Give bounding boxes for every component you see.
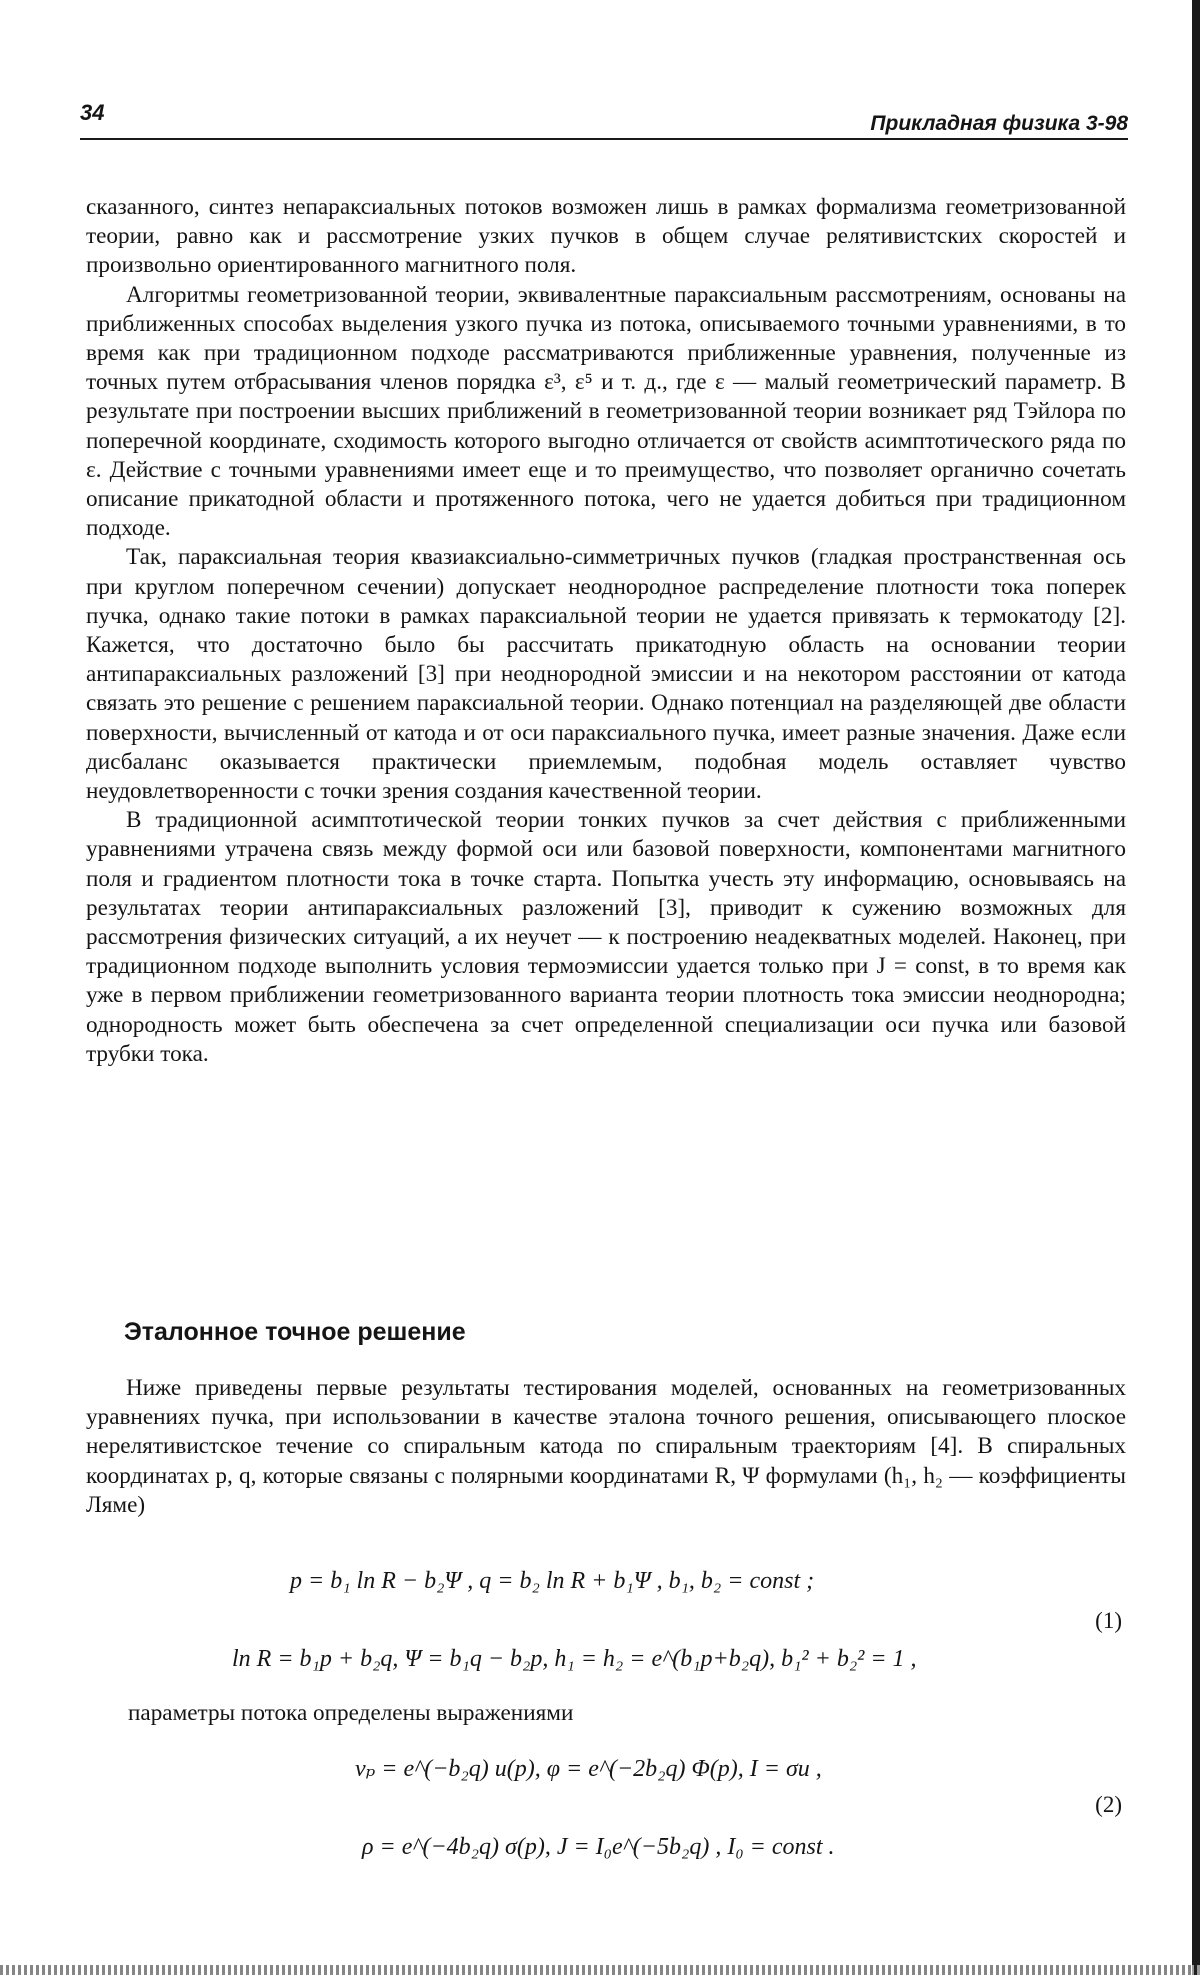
scan-edge bbox=[1192, 0, 1200, 1975]
equation-1-line-2: ln R = b₁p + b₂q, Ψ = b₁q − b₂p, h₁ = h₂ = e^(b₁p+b₂q), b₁² + b₂² = 1 , bbox=[232, 1646, 917, 1672]
section-title: Эталонное точное решение bbox=[124, 1318, 466, 1346]
page-number: 34 bbox=[80, 100, 105, 125]
scan-noise bbox=[0, 1965, 1200, 1975]
body-text bbox=[86, 193, 1126, 1069]
equation-1-number: (1) bbox=[1095, 1608, 1122, 1633]
equation-1-line-1: p = b₁ ln R − b₂Ψ , q = b₂ ln R + b₁Ψ , b₁, b₂ = const ; bbox=[290, 1568, 815, 1594]
journal-title: Прикладная физика 3-98 bbox=[870, 112, 1128, 135]
section-body bbox=[86, 1374, 1126, 1520]
equation-2-line-1: vₚ = e^(−b₂q) u(p), φ = e^(−2b₂q) Φ(p), I = σu , bbox=[355, 1756, 822, 1782]
paragraph: Ниже приведены первые результаты тестирования моделей, основанных на геометризованных уравнениях пучка, при использовании в качестве эталона точного решения, описывающего плоское нерелятивистское течение со спиральным катода по спиральным траекториям [4]. В спиральных координатах p, q, которые связаны с полярными координатами R, Ψ формулами (h₁, h₂ — коэффициенты Ляме) bbox=[86, 1375, 1126, 1518]
paragraph: Алгоритмы геометризованной теории, эквивалентные параксиальным рассмотрениям, основаны на приближенных способах выделения узкого пучка из потока, описываемого точными уравнениями, в то время как при традиционном подходе рассматриваются приближенные уравнения, полученные из точных путем отбрасывания членов порядка ε³, ε⁵ и т. д., где ε — малый геометрический параметр. В результате при построении высших приближений в геометризованной теории возникает ряд Тэйлора по поперечной координате, сходимость которого выгодно отличается от свойств асимптотического ряда по ε. Действие с точными уравнениями имеет еще и то преимущество, что позволяет органично сочетать описание прикатодной области и протяженного потока, чего не удается добиться при традиционном подходе. bbox=[86, 281, 1126, 542]
paragraph: сказанного, синтез непараксиальных потоков возможен лишь в рамках формализма геометризованной теории, равно как и рассмотрение узких пучков в общем случае релятивистских скоростей и произвольно ориентированного магнитного поля. bbox=[86, 194, 1126, 279]
equation-intro-text: параметры потока определены выражениями bbox=[128, 1700, 574, 1726]
equation-2-number: (2) bbox=[1095, 1792, 1122, 1817]
equation-2-line-2: ρ = e^(−4b₂q) σ(p), J = I₀e^(−5b₂q) , I₀ = const . bbox=[362, 1834, 835, 1860]
header-rule bbox=[80, 138, 1128, 140]
paragraph: Так, параксиальная теория квазиаксиально-симметричных пучков (гладкая пространственная ось при круглом поперечном сечении) допускает неоднородное распределение плотности тока поперек пучка, однако такие потоки в рамках параксиальной теории не удается привязать к термокатоду [2]. Кажется, что достаточно было бы рассчитать прикатодную область на основании теории антипараксиальных разложений [3] при неоднородной эмиссии и на некотором расстоянии от катода связать это решение с решением параксиальной теории. Однако потенциал на разделяющей две области поверхности, вычисленный от катода и от оси параксиального пучка, имеет разные значения. Даже если дисбаланс оказывается практически приемлемым, подобная модель оставляет чувство неудовлетворенности с точки зрения создания качественной теории. bbox=[86, 544, 1126, 805]
paragraph: В традиционной асимптотической теории тонких пучков за счет действия с приближенными уравнениями утрачена связь между формой оси или базовой поверхности, компонентами магнитного поля и градиентом плотности тока в точке старта. Попытка учесть эту информацию, основываясь на результатах теории антипараксиальных разложений [3], приводит к сужению возможных для рассмотрения физических ситуаций, а их неучет — к построению неадекватных моделей. Наконец, при традиционном подходе выполнить условия термоэмиссии удается только при J = const, в то время как уже в первом приближении геометризованного варианта теории плотность тока эмиссии неоднородна; однородность может быть обеспечена за счет определенной специализации оси пучка или базовой трубки тока. bbox=[86, 807, 1126, 1067]
